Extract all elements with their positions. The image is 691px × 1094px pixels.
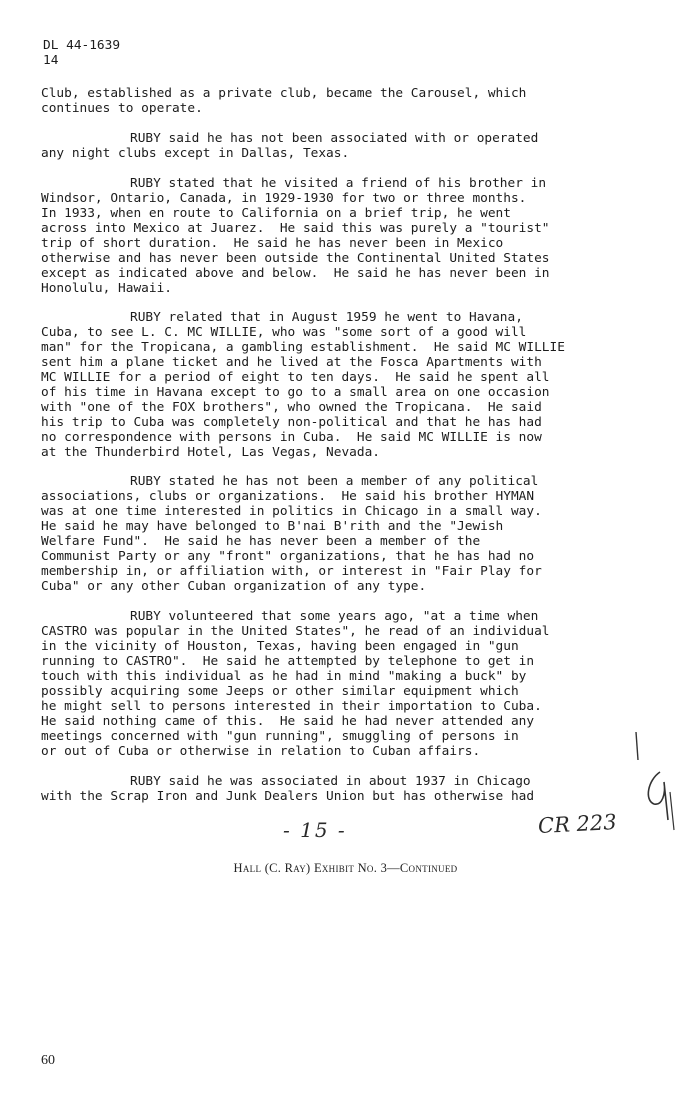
text-line: across into Mexico at Juarez. He said this was purely a "tourist" <box>41 221 550 236</box>
document-page-number: 14 <box>43 53 59 68</box>
text-line: RUBY volunteered that some years ago, "at a time when <box>130 609 539 624</box>
text-line: otherwise and has never been outside the Continental United States <box>41 251 550 266</box>
text-line: Welfare Fund". He said he has never been a member of the <box>41 534 481 549</box>
text-line: or out of Cuba or otherwise in relation to Cuban affairs. <box>41 744 481 759</box>
text-line: membership in, or affiliation with, or interest in "Fair Play for <box>41 564 542 579</box>
text-line: at the Thunderbird Hotel, Las Vegas, Nevada. <box>41 445 380 460</box>
text-line: Club, established as a private club, became the Carousel, which <box>41 86 527 101</box>
text-line: RUBY stated he has not been a member of any political <box>130 474 539 489</box>
text-line: MC WILLIE for a period of eight to ten days. He said he spent all <box>41 370 550 385</box>
text-line: no correspondence with persons in Cuba. He said MC WILLIE is now <box>41 430 542 445</box>
text-line: Cuba" or any other Cuban organization of any type. <box>41 579 427 594</box>
text-line: in the vicinity of Houston, Texas, having been engaged in "gun <box>41 639 519 654</box>
text-line: Communist Party or any "front" organizations, that he has had no <box>41 549 535 564</box>
margin-scribble-icon <box>632 720 682 840</box>
text-line: was at one time interested in politics in Chicago in a small way. <box>41 504 542 519</box>
text-line: any night clubs except in Dallas, Texas. <box>41 146 350 161</box>
text-line: associations, clubs or organizations. He said his brother HYMAN <box>41 489 535 504</box>
text-line: In 1933, when en route to California on a brief trip, he went <box>41 206 511 221</box>
text-line: Windsor, Ontario, Canada, in 1929-1930 for two or three months. <box>41 191 527 206</box>
text-line: He said nothing came of this. He said he had never attended any <box>41 714 535 729</box>
text-line: CASTRO was popular in the United States", he read of an individual <box>41 624 550 639</box>
text-line: possibly acquiring some Jeeps or other similar equipment which <box>41 684 519 699</box>
handwritten-page-number: - 15 - <box>283 818 347 842</box>
text-line: continues to operate. <box>41 101 203 116</box>
exhibit-caption: Hall (C. Ray) Exhibit No. 3—Continued <box>233 861 458 875</box>
text-line: of his time in Havana except to go to a small area on one occasion <box>41 385 550 400</box>
text-line: trip of short duration. He said he has never been in Mexico <box>41 236 504 251</box>
document-id: DL 44-1639 <box>43 38 121 53</box>
text-line: except as indicated above and below. He said he has never been in <box>41 266 550 281</box>
text-line: RUBY related that in August 1959 he went to Havana, <box>130 310 523 325</box>
text-line: he might sell to persons interested in their importation to Cuba. <box>41 699 542 714</box>
handwritten-cr-mark: CR 223 <box>537 809 618 839</box>
text-line: He said he may have belonged to B'nai B'rith and the "Jewish <box>41 519 504 534</box>
text-line: RUBY said he was associated in about 1937 in Chicago <box>130 774 531 789</box>
footer-page-number: 60 <box>41 1053 55 1068</box>
text-line: sent him a plane ticket and he lived at the Fosca Apartments with <box>41 355 542 370</box>
text-line: Cuba, to see L. C. MC WILLIE, who was "some sort of a good will <box>41 325 527 340</box>
text-line: with the Scrap Iron and Junk Dealers Union but has otherwise had <box>41 789 535 804</box>
text-line: meetings concerned with "gun running", smuggling of persons in <box>41 729 519 744</box>
text-line: with "one of the FOX brothers", who owned the Tropicana. He said <box>41 400 542 415</box>
text-line: man" for the Tropicana, a gambling establishment. He said MC WILLIE <box>41 340 565 355</box>
text-line: Honolulu, Hawaii. <box>41 281 172 296</box>
text-line: touch with this individual as he had in mind "making a buck" by <box>41 669 527 684</box>
text-line: RUBY said he has not been associated with or operated <box>130 131 539 146</box>
text-line: running to CASTRO". He said he attempted by telephone to get in <box>41 654 535 669</box>
text-line: his trip to Cuba was completely non-political and that he has had <box>41 415 542 430</box>
text-line: RUBY stated that he visited a friend of his brother in <box>130 176 547 191</box>
